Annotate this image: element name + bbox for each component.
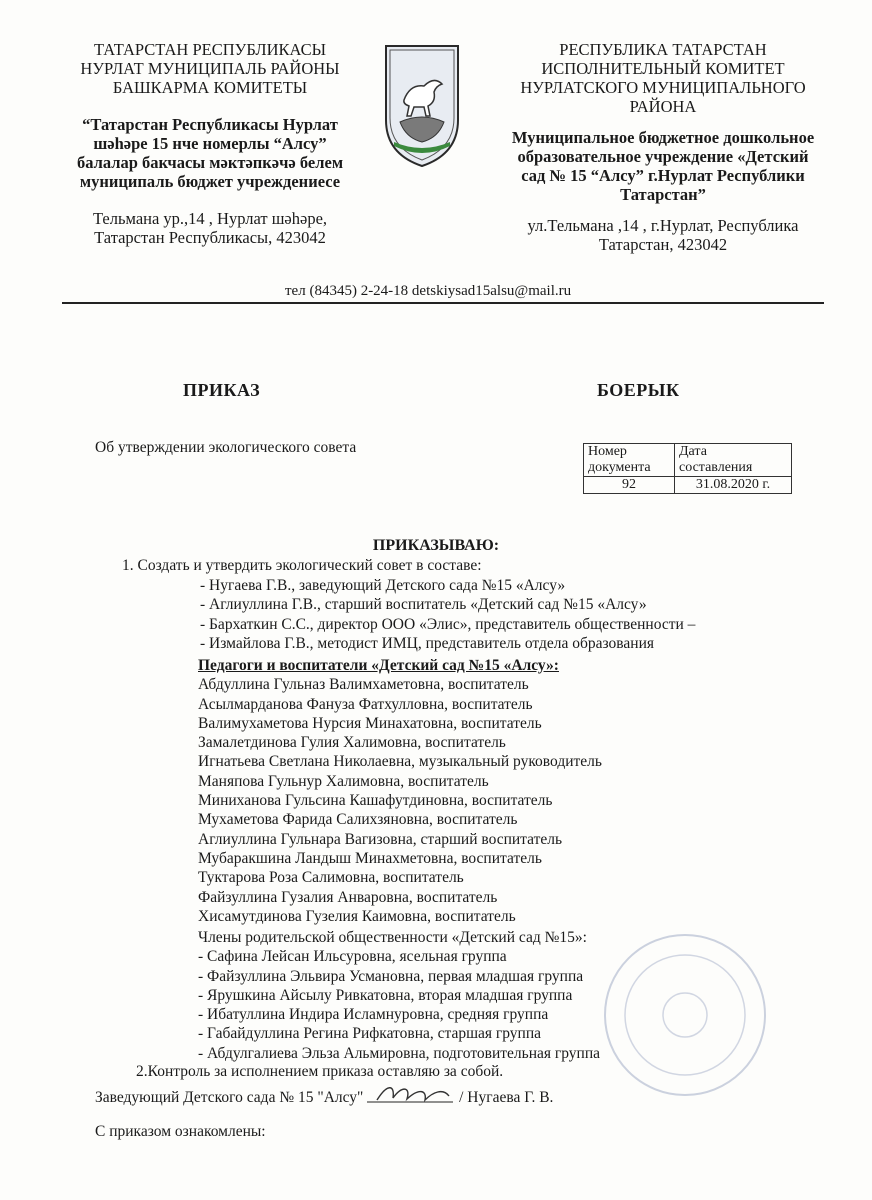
stamp-seal-icon — [600, 930, 770, 1100]
header-right-line4: РАЙОНА — [629, 97, 697, 116]
document-info-header-row — [584, 444, 792, 477]
list-item: Асылмарданова Фануза Фатхулловна, воспитатель — [198, 695, 533, 713]
header-right-org1: Муниципальное бюджетное дошкольное — [511, 128, 815, 147]
list-item: - Нугаева Г.В., заведующий Детского сада №15 «Алсу» — [200, 577, 566, 594]
list-item: - Ибатуллина Индира Исламнуровна, средняя группа — [198, 1006, 549, 1024]
document-info-table — [583, 443, 792, 494]
list-item: Файзуллина Гузалия Анваровна, воспитатель — [198, 888, 498, 906]
acknowledged-line: С приказом ознакомлены: — [95, 1123, 266, 1140]
header-left-org3: балалар бакчасы мәктәпкәчә белем — [76, 153, 344, 172]
signature-line — [95, 1082, 553, 1108]
officials-list — [200, 576, 695, 653]
header-right-org3: сад № 15 “Алсу” г.Нурлат Республики — [521, 166, 805, 185]
list-item: - Файзуллина Эльвира Усмановна, первая младшая группа — [198, 967, 584, 985]
list-item: - Бархаткин С.С., директор ООО «Элис», представитель общественности – — [200, 615, 696, 633]
list-item: Маняпова Гульнур Халимовна, воспитатель — [198, 772, 489, 790]
header-right-org4: Татарстан” — [620, 185, 706, 204]
header-left — [60, 40, 360, 247]
header-right — [478, 40, 848, 254]
header-divider — [62, 302, 824, 304]
header-right-address2: Татарстан, 423042 — [598, 235, 728, 254]
order-word: ПРИКАЗЫВАЮ: — [372, 537, 500, 554]
list-item: - Сафина Лейсан Ильсуровна, ясельная группа — [198, 948, 507, 966]
teachers-heading: Педагоги и воспитатели «Детский сад №15 «Алсу»: — [198, 657, 559, 674]
header-right-line3: НУРЛАТСКОГО МУНИЦИПАЛЬНОГО — [520, 78, 806, 97]
list-item: - Аглиуллина Г.В., старший воспитатель «Детский сад №15 «Алсу» — [200, 596, 647, 614]
list-item: Туктарова Роза Салимовна, воспитатель — [198, 869, 464, 887]
header-right-address1: ул.Тельмана ,14 , г.Нурлат, Республика — [527, 216, 799, 235]
list-item: - Измайлова Г.В., методист ИМЦ, представитель отдела образования — [200, 634, 655, 652]
header-right-line2: ИСПОЛНИТЕЛЬНЫЙ КОМИТЕТ — [541, 59, 785, 78]
control-clause: 2.Контроль за исполнением приказа оставляю за собой. — [136, 1063, 504, 1080]
list-item: Абдуллина Гульназ Валимхаметовна, воспитатель — [198, 676, 529, 694]
doc-number-header: Номер документа — [584, 444, 675, 477]
list-item: Валимухаметова Нурсия Минахатовна, воспитатель — [198, 714, 542, 732]
doc-date: 31.08.2020 г. — [675, 477, 792, 494]
teachers-list — [198, 656, 602, 926]
signature-title: Заведующий Детского сада № 15 "Алсу" — [95, 1089, 364, 1106]
list-item: Мухаметова Фарида Салихзяновна, воспитатель — [198, 811, 518, 829]
list-item: - Ярушкина Айсылу Ривкатовна, вторая младшая группа — [198, 986, 573, 1004]
signature-name: / Нугаева Г. В. — [459, 1089, 554, 1106]
document-info-value-row — [584, 477, 792, 494]
list-item: Миниханова Гульсина Кашафутдиновна, воспитатель — [198, 792, 553, 810]
list-item: - Габайдуллина Регина Рифкатовна, старшая группа — [198, 1025, 542, 1043]
doc-number: 92 — [584, 477, 675, 494]
header-right-line1: РЕСПУБЛИКА ТАТАРСТАН — [559, 40, 767, 59]
list-item: - Абдулгалиева Эльза Альмировна, подготовительная группа — [198, 1044, 601, 1062]
header-left-org1: “Татарстан Республикасы Нурлат — [82, 115, 338, 134]
list-item: Игнатьева Светлана Николаевна, музыкальный руководитель — [198, 753, 602, 771]
emblem-icon — [382, 42, 462, 170]
order-subject: Об утверждении экологического совета — [95, 439, 357, 456]
doc-date-header: Дата составления — [675, 444, 792, 477]
contact-line: тел (84345) 2-24-18 detskiysad15alsu@mail.ru — [285, 283, 572, 299]
header-left-address2: Татарстан Республикасы, 423042 — [94, 228, 326, 247]
parents-heading: Члены родительской общественности «Детский сад №15»: — [198, 929, 587, 946]
header-left-line1: ТАТАРСТАН РЕСПУБЛИКАСЫ — [93, 40, 326, 59]
item-1: 1. Создать и утвердить экологический совет в составе: — [122, 557, 482, 574]
header-left-address1: Тельмана ур.,14 , Нурлат шәһәре, — [92, 209, 328, 228]
list-item: Мубаракшина Ландыш Минахметовна, воспитатель — [198, 849, 542, 867]
parents-list — [198, 928, 600, 1063]
title-ru: ПРИКАЗ — [183, 380, 261, 400]
list-item: Замалетдинова Гулия Халимовна, воспитатель — [198, 734, 506, 752]
header-left-line2: НУРЛАТ МУНИЦИПАЛЬ РАЙОНЫ — [80, 59, 340, 78]
title-tt: БОЕРЫК — [597, 380, 680, 400]
header-right-org2: образовательное учреждение «Детский — [517, 147, 809, 166]
header-left-org4: муниципаль бюджет учреждениесе — [79, 172, 341, 191]
list-item: Аглиуллина Гульнара Вагизовна, старший воспитатель — [198, 830, 563, 848]
handwritten-signature-icon — [367, 1082, 455, 1108]
header-left-line3: БАШКАРМА КОМИТЕТЫ — [112, 78, 308, 97]
list-item: Хисамутдинова Гузелия Каимовна, воспитатель — [198, 907, 516, 925]
header-left-org2: шәһәре 15 нче номерлы “Алсу” — [93, 134, 327, 153]
